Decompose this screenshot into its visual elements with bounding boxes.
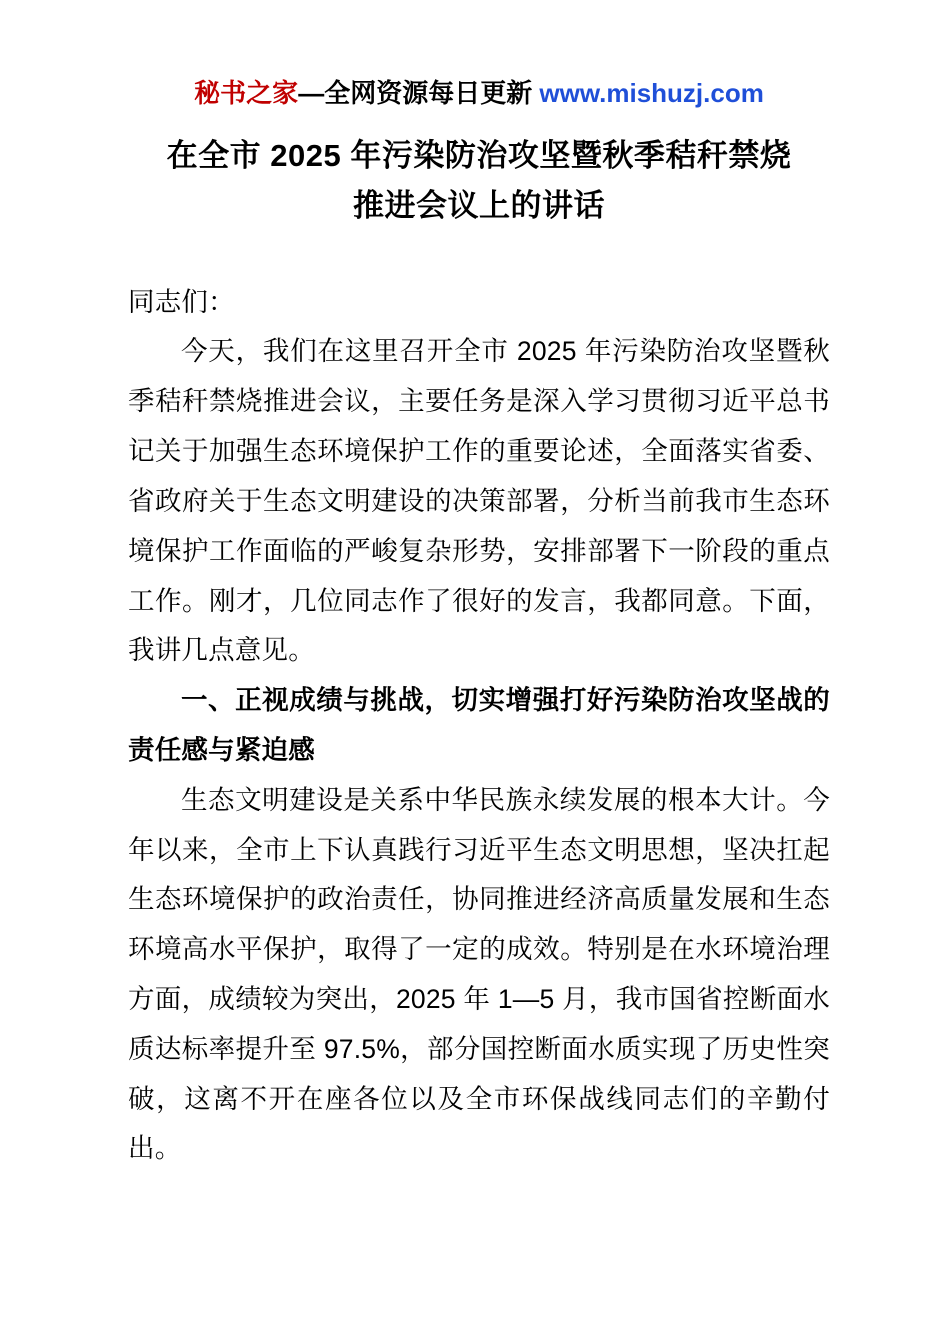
watermark-brand: 秘书之家: [194, 78, 299, 108]
page-title: [128, 131, 830, 231]
page-title-line-2: 推进会议上的讲话: [353, 188, 605, 224]
section-heading-one: 一、正视成绩与挑战，切实增强打好污染防治攻坚战的责任感与紧迫感: [128, 685, 830, 765]
paragraph-achievements: 生态文明建设是关系中华民族永续发展的根本大计。今年以来，全市上下认真践行习近平生态文明思想，坚决扛起生态环境保护的政治责任，协同推进经济高质量发展和生态环境高水平保护，取得了一定的成效。特别是在水环境治理方面，成绩较为突出，2025 年 1—5 月，我市国省控断面水质达标率提升至 97.5%，部分国控断面水质实现了历史性突破，这离不开在座各位以及全市环保战线同志们的辛勤付出。: [128, 784, 830, 1164]
watermark-tagline: —全网资源每日更新: [298, 78, 540, 108]
document-body: [128, 278, 830, 1175]
paragraph-opening: 今天，我们在这里召开全市 2025 年污染防治攻坚暨秋季秸秆禁烧推进会议，主要任务是深入学习贯彻习近平总书记关于加强生态环境保护工作的重要论述，全面落实省委、省政府关于生态文明建设的决策部署，分析当前我市生态环境保护工作面临的严峻复杂形势，安排部署下一阶段的重点工作。刚才，几位同志作了很好的发言，我都同意。下面，我讲几点意见。: [128, 336, 830, 666]
site-watermark: [128, 78, 830, 109]
watermark-url[interactable]: www.mishuzj.com: [539, 78, 764, 108]
page-title-line-1: 在全市 2025 年污染防治攻坚暨秋季秸秆禁烧: [166, 138, 792, 174]
salutation: 同志们：: [128, 286, 235, 317]
